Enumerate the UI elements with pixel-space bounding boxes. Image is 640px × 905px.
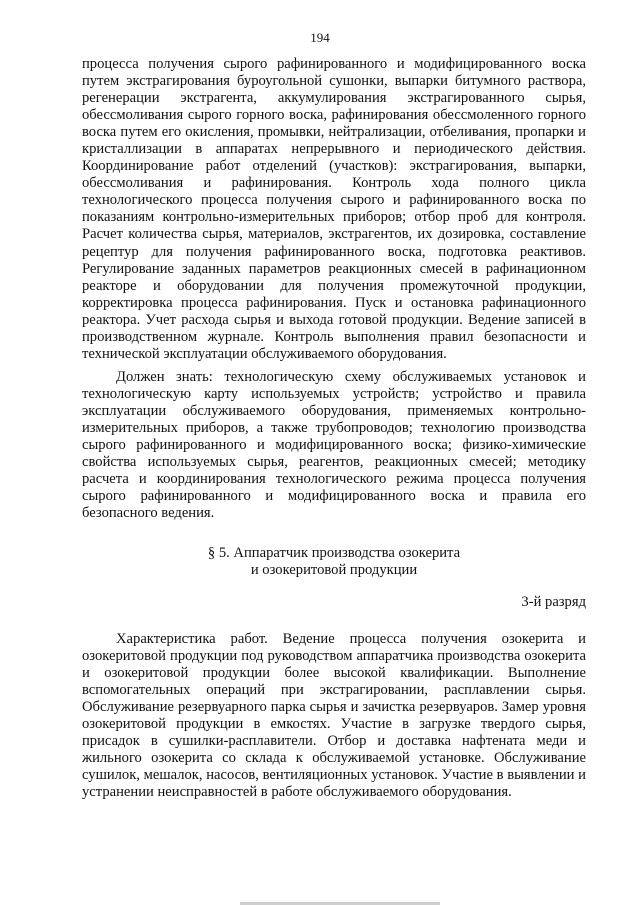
paragraph-duties-continued: процесса получения сырого рафинированного и модифицированного воска путем экстрагирования буроугольной сушонки, выпарки битумного раствора, регенерации экстрагента, аккумулирования экстрагированного сырья, обессмоливания сырого горного воска, рафинирования обессмоленного горного воска путем его окисления, промывки, нейтрализации, отбеливания, пропарки и кристаллизации в аппаратах непрерывного и периодического действия. Координирование работ отделений (участков): экстрагирования, выпарки, обессмоливания и рафинирования. Контроль хода полного цикла технологического процесса получения сырого и рафинированного воска по показаниям контрольно-измерительных приборов; отбор проб для контроля. Расчет количества сырья, материалов, экстрагентов, их дозировка, составление рецептур для получения рафинированного воска, подготовка реактивов. Регулирование заданных параметров реакционных смесей в рафинационном реакторе и оборудовании для получения промежуточной продукции, корректировка процесса рафинирования. Пуск и остановка рафинационного реактора. Учет расхода сырья и выхода готовой продукции. Ведение записей в производственном журнале. Контроль выполнения правил безопасности и технической эксплуатации обслуживаемого оборудования. <box>82 56 586 362</box>
paragraph-must-know: Должен знать: технологическую схему обслуживаемых установок и технологическую карту используемых устройств; устройство и правила эксплуатации обслуживаемого оборудования, применяемых контрольно-измерительных приборов, а также трубопроводов; технологию производства сырого рафинированного и модифицированного воска; физико-химические свойства используемых сырья, реагентов, реакционных смесей; методику расчета и координирования технологического режима процесса получения сырого рафинированного и модифицированного воска и правила его безопасного ведения. <box>82 369 586 522</box>
paragraph-work-characteristics: Характеристика работ. Ведение процесса получения озокерита и озокеритовой продукции под руководством аппаратчика производства озокерита и озокеритовой продукции более высокой квалификации. Выполнение вспомогательных операций при экстрагировании, расплавлении сырья. Обслуживание резервуарного парка сырья и зачистка резервуаров. Замер уровня озокеритовой продукции в емкостях. Участие в загрузке твердого сырья, присадок в сушилки-расплавители. Отбор и доставка нафтената меди и жильного озокерита со склада к обслуживаемой установке. Обслуживание сушилок, мешалок, насосов, вентиляционных установок. Участие в выявлении и устранении неисправностей в работе обслуживаемого оборудования. <box>82 631 586 801</box>
section-heading-line-2: и озокеритовой продукции <box>250 562 418 579</box>
page-number: 194 <box>310 30 330 45</box>
grade-label: 3-й разряд <box>521 594 586 610</box>
section-heading <box>82 545 586 579</box>
section-heading-line-1: § 5. Аппаратчик производства озокерита <box>207 545 461 561</box>
